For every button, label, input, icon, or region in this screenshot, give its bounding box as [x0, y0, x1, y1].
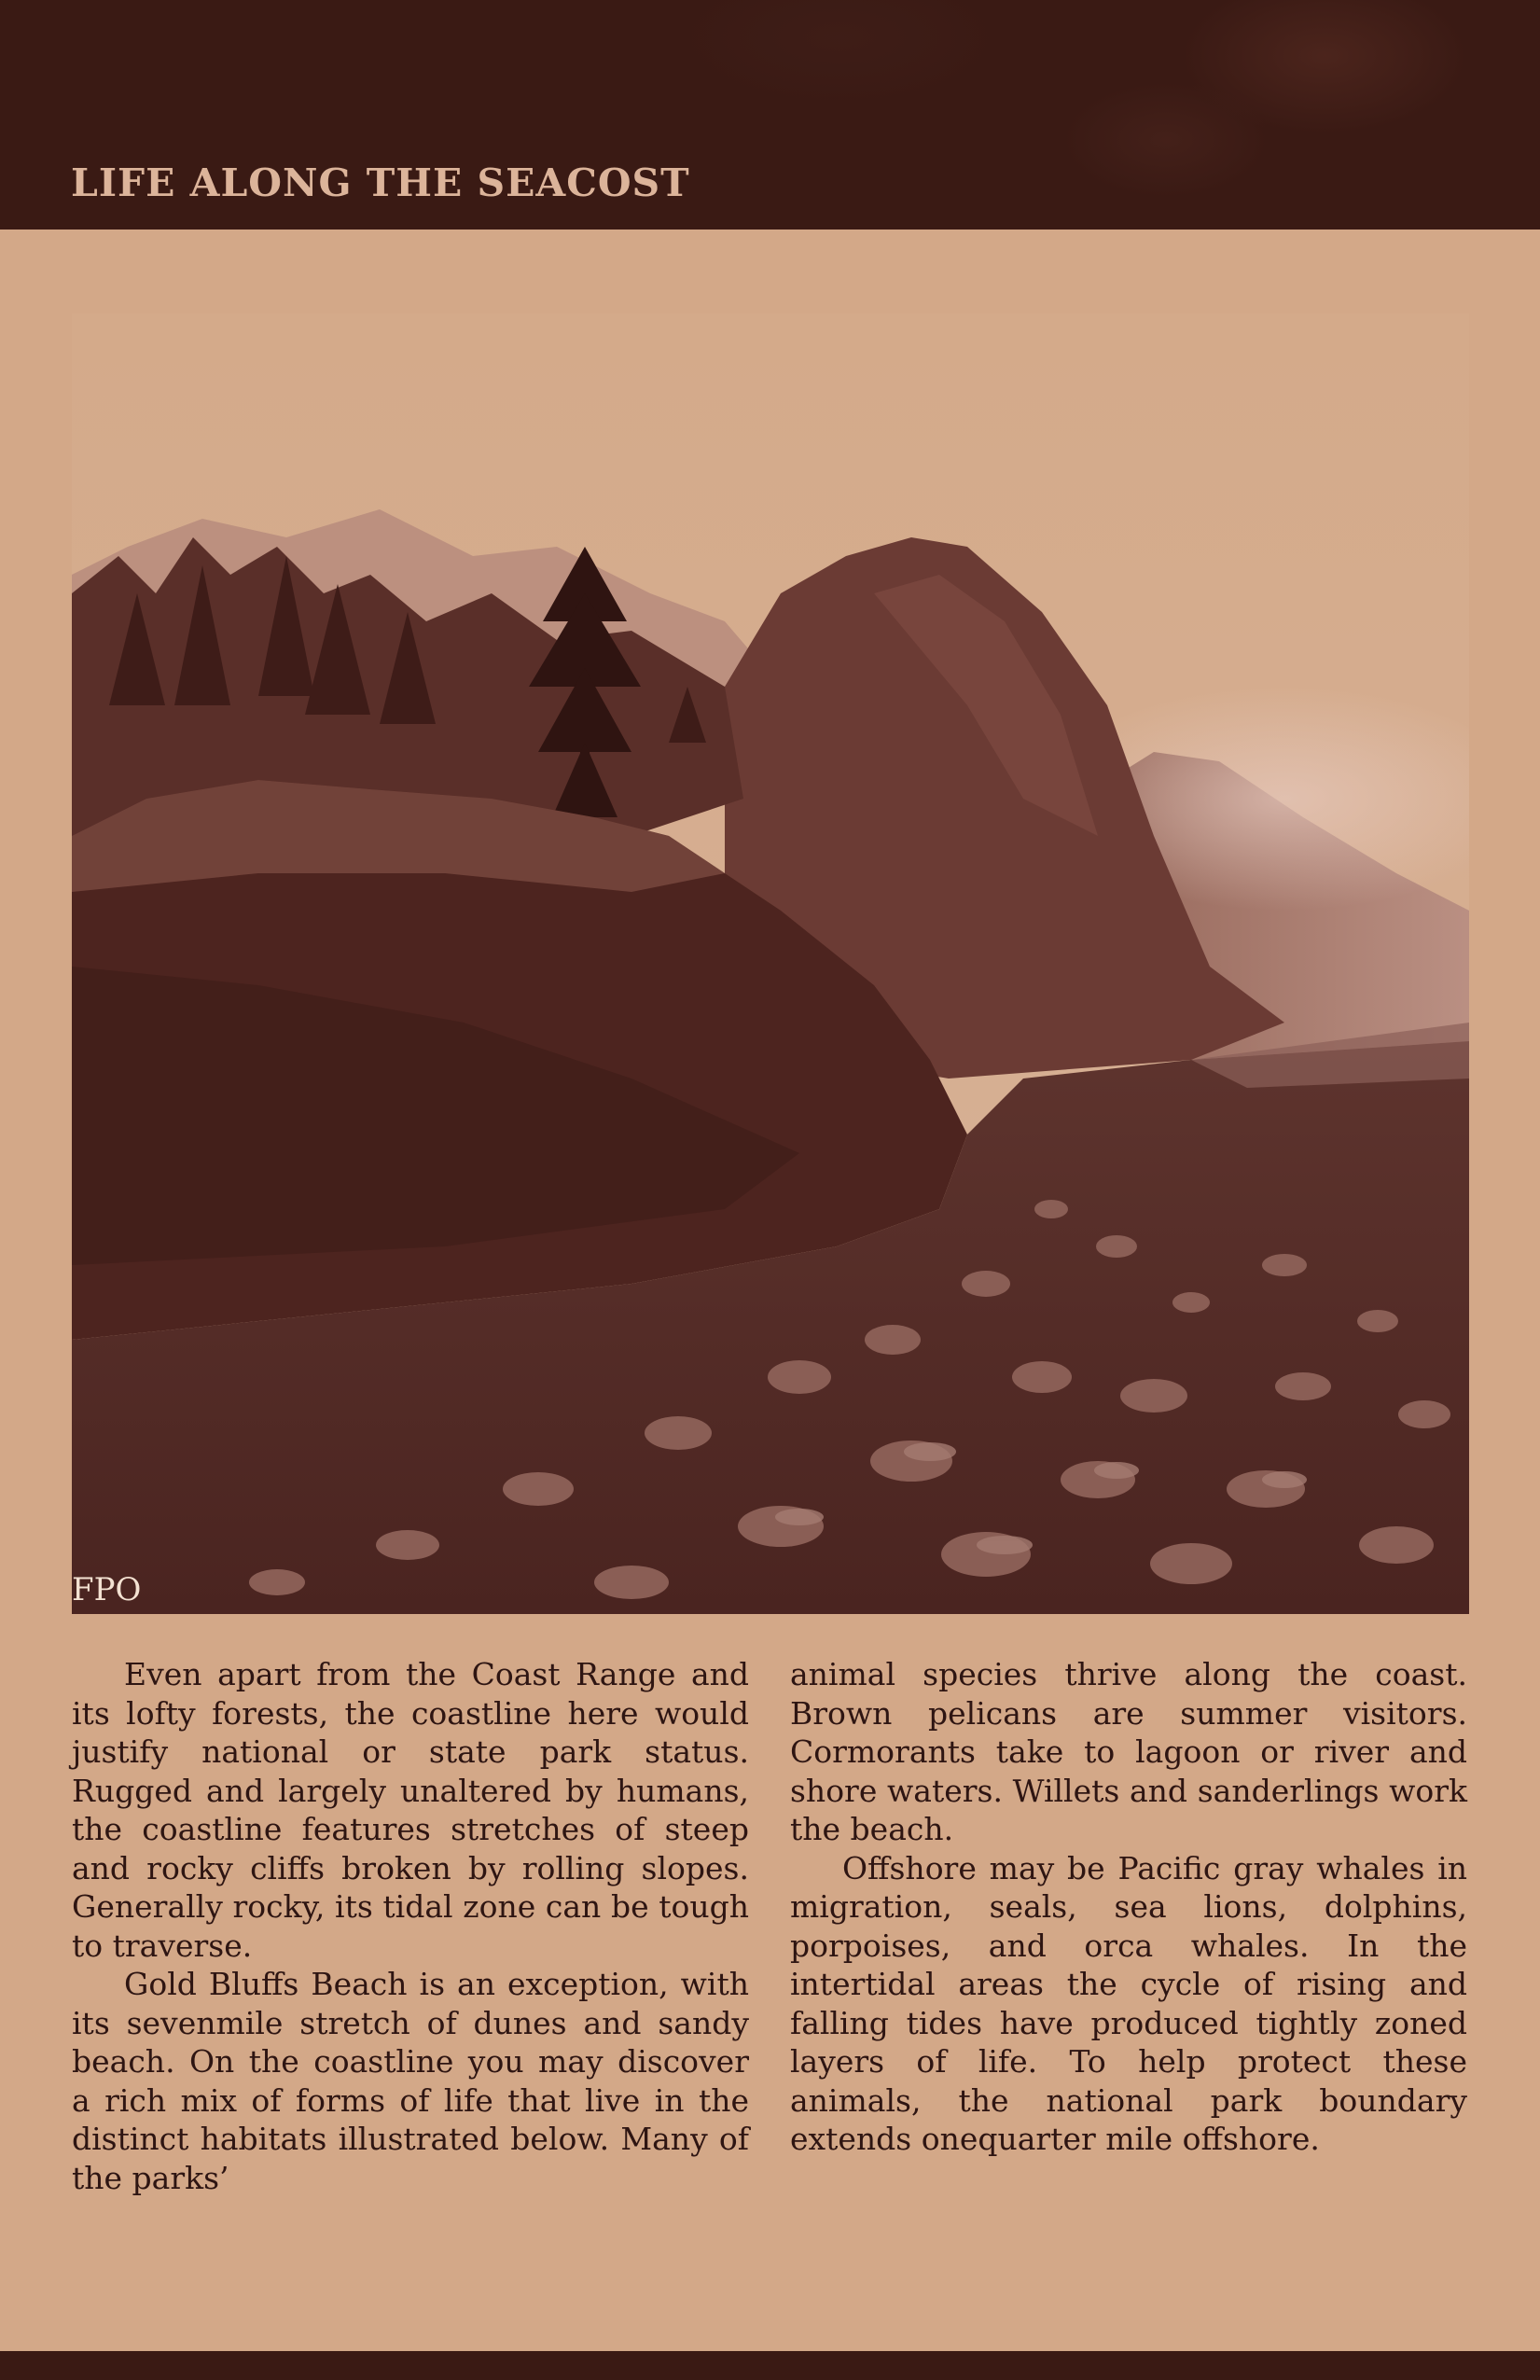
- page-header: [0, 0, 1540, 230]
- coastline-photo-illustration: [72, 313, 1469, 1614]
- paragraph-coastline: Even apart from the Coast Range and its lofty forests, the coastline here would justify national or state park status. Rugged and largely unaltered by humans, the coastline features stretches of steep and rocky cliffs broken by rolling slopes. Generally rocky, its tidal zone can be tough to traverse.: [72, 1656, 749, 1964]
- article-column-left: [72, 1655, 749, 2197]
- coastline-photo: [72, 313, 1469, 1614]
- paragraph-offshore: Offshore may be Pacific gray whales in migration, seals, sea lions, dolphins, porpoises, and orca whales. In the intertidal areas the cycle of rising and falling tides have produced tightly zoned layers of life. To help protect these animals, the national park boundary extends onequarter mile offshore.: [790, 1849, 1467, 2157]
- paragraph-animal-species: animal species thrive along the coast. Brown pelicans are summer visitors. Cormorants take to lagoon or river and shore waters. Willets and sanderlings work the beach.: [790, 1656, 1467, 1847]
- fpo-label: FPO: [72, 1571, 142, 1608]
- article-column-right: [790, 1655, 1467, 2159]
- paragraph-gold-bluffs: Gold Bluffs Beach is an exception, with its sevenmile stretch of dunes and sandy beach. On the coastline you may discover a rich mix of forms of life that live in the distinct habitats illustrated below. Many of the parks’: [72, 1966, 749, 2196]
- section-title: LIFE ALONG THE SEACOST: [71, 160, 690, 205]
- footer-bar: [0, 2351, 1540, 2380]
